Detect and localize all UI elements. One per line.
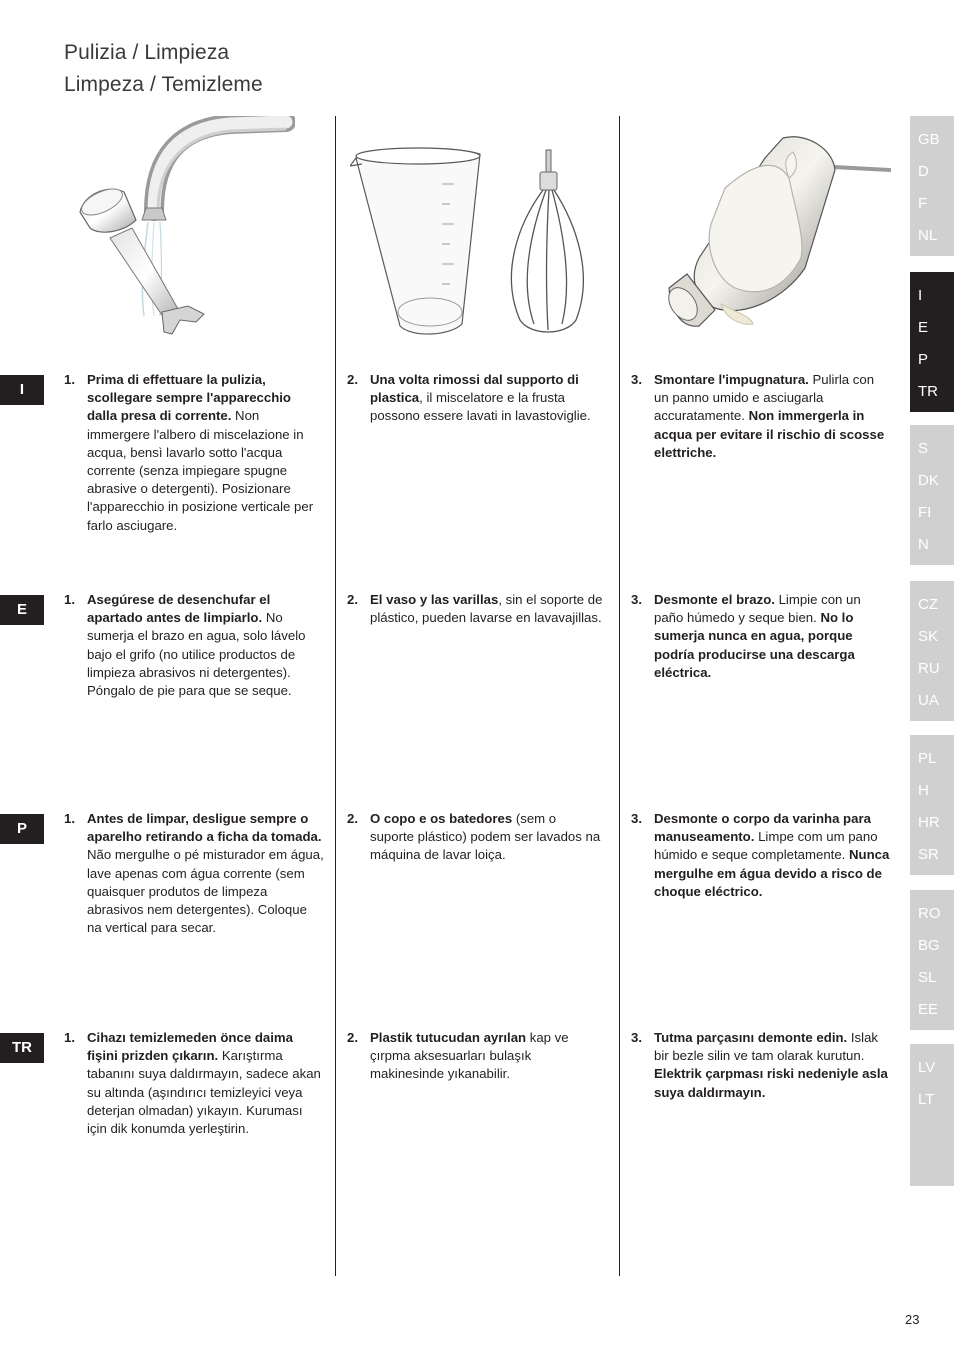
language-code-lt: LT (918, 1091, 935, 1108)
language-code-ee: EE (918, 1001, 939, 1018)
step-text (87, 810, 324, 937)
blender-under-tap-illustration (70, 116, 295, 346)
step-text-regular: (sem o suporte plástico) podem ser lavados na máquina de lavar loiça. (370, 811, 601, 863)
step-text-bold: Asegúrese de desenchufar el apartado antes de limpiarlo. (87, 592, 271, 626)
step-number: 1. (64, 372, 75, 387)
language-code-p: P (918, 351, 929, 368)
page-title-line-1: Pulizia / Limpieza (64, 41, 230, 64)
language-code-f: F (918, 195, 928, 212)
language-code-sl: SL (918, 969, 937, 986)
step-text-bold: Plastik tutucudan ayrılan (370, 1030, 527, 1045)
language-group (910, 735, 954, 875)
step-number: 1. (64, 1030, 75, 1045)
beaker-and-whisk-illustration (350, 144, 590, 340)
step-text-bold: Elektrik çarpması riski nedeniyle asla suya daldırmayın. (654, 1066, 888, 1100)
step-text-bold: No lo sumerja nunca en agua, porque podría producirse una descarga eléctrica. (654, 610, 855, 680)
language-code-gb: GB (918, 131, 940, 148)
language-code-s: S (918, 440, 929, 457)
language-code-ro: RO (918, 905, 941, 922)
language-code-ua: UA (918, 692, 939, 709)
language-tab-tr: TR (0, 1033, 44, 1063)
language-tab-p: P (0, 814, 44, 844)
step-number: 2. (347, 372, 358, 387)
step-text-regular: Karıştırma tabanını suya daldırmayın, sadece akan su altında (aşındırıcı temizleyici veya deterjan olmadan) yıkayın. Kuruması için dik konumda yerleştirin. (87, 1048, 321, 1137)
language-code-h: H (918, 782, 929, 799)
step-text (370, 371, 603, 426)
language-group (910, 1044, 954, 1186)
step-text (370, 810, 603, 865)
column-divider (619, 116, 620, 1276)
step-number: 1. (64, 811, 75, 826)
step-text-bold: Desmonte o corpo da varinha para manuseamento. (654, 811, 871, 845)
step-number: 2. (347, 811, 358, 826)
step-text-regular: No sumerja el brazo en agua, solo lávelo bajo el grifo (no utilice productos de limpieza abrasivos ni detergentes). Póngalo de pie para que se seque. (87, 610, 306, 699)
language-code-nl: NL (918, 227, 938, 244)
step-text (654, 1029, 891, 1102)
language-code-hr: HR (918, 814, 940, 831)
step-text-regular: Limpie con un paño húmedo y seque bien. (654, 592, 861, 626)
step-text-bold: Prima di effettuare la pulizia, scollegare sempre l'apparecchio dalla presa di corrente. (87, 372, 291, 424)
step-text (370, 1029, 603, 1084)
page-number: 23 (905, 1312, 920, 1327)
step-text-bold: Smontare l'impugnatura. (654, 372, 809, 387)
step-text (370, 591, 603, 627)
step-text-regular: Islak bir bezle silin ve tam olarak kurutun. (654, 1030, 878, 1064)
language-group (910, 890, 954, 1030)
language-code-i: I (918, 287, 923, 304)
column-divider (335, 116, 336, 1276)
step-text-bold: El vaso y las varillas (370, 592, 499, 607)
step-text-regular: Limpe com um pano húmido e seque completamente. (654, 829, 878, 863)
language-code-sk: SK (918, 628, 939, 645)
language-group (910, 425, 954, 565)
language-code-cz: CZ (918, 596, 938, 613)
step-text-regular: , il miscelatore e la frusta possono essere lavati in lavastoviglie. (370, 390, 591, 424)
step-text (87, 371, 324, 535)
language-tab-i: I (0, 375, 44, 405)
language-code-n: N (918, 536, 929, 553)
step-text-bold: Nunca mergulhe em água devido a risco de choque eléctrico. (654, 847, 890, 899)
language-code-fi: FI (918, 504, 932, 521)
language-code-dk: DK (918, 472, 939, 489)
step-text-bold: Cihazı temizlemeden önce daima fişini prizden çıkarın. (87, 1030, 293, 1064)
step-text-regular: , sin el soporte de plástico, pueden lavarse en lavavajillas. (370, 592, 603, 626)
step-number: 2. (347, 592, 358, 607)
step-number: 2. (347, 1030, 358, 1045)
language-code-lv: LV (918, 1059, 936, 1076)
step-number: 3. (631, 811, 642, 826)
step-number: 1. (64, 592, 75, 607)
step-text-bold: O copo e os batedores (370, 811, 513, 826)
step-text-regular: Pulirla con un panno umido e asciugarla accuratamente. (654, 372, 875, 424)
language-group (910, 116, 954, 256)
page-title-line-2: Limpeza / Temizleme (64, 73, 263, 96)
step-number: 3. (631, 372, 642, 387)
step-text-bold: Antes de limpar, desligue sempre o aparelho retirando a ficha da tomada. (87, 811, 322, 845)
step-number: 3. (631, 1030, 642, 1045)
step-text-bold: Tutma parçasını demonte edin. (654, 1030, 848, 1045)
step-text (654, 371, 891, 462)
step-text (87, 591, 324, 700)
language-code-e: E (918, 319, 929, 336)
step-number: 3. (631, 592, 642, 607)
language-code-pl: PL (918, 750, 937, 767)
step-text-regular: kap ve çırpma aksesuarları bulaşık makinesinde yıkanabilir. (370, 1030, 569, 1082)
step-text (654, 591, 891, 682)
language-code-d: D (918, 163, 929, 180)
language-code-tr: TR (918, 383, 938, 400)
step-text-bold: Desmonte el brazo. (654, 592, 775, 607)
step-text (87, 1029, 324, 1138)
step-text (654, 810, 891, 901)
step-text-regular: Não mergulhe o pé misturador em água, lave apenas com água corrente (sem quaisquer produtos de limpeza abrasivos nem detergentes). Coloque na vertical para secar. (87, 847, 324, 936)
language-group (910, 272, 954, 412)
language-code-bg: BG (918, 937, 940, 954)
language-code-sr: SR (918, 846, 939, 863)
language-code-ru: RU (918, 660, 940, 677)
language-group (910, 581, 954, 721)
step-text-bold: Non immergerla in acqua per evitare il rischio di scosse elettriche. (654, 408, 885, 460)
language-tab-e: E (0, 595, 44, 625)
step-text-regular: Non immergere l'albero di miscelazione in acqua, bensì lavarlo sotto l'acqua corrente (senza impiegare spugne abrasive o detergenti). Posizionare l'apparecchio in posizione verticale per farlo asciugare. (87, 408, 314, 533)
step-text-bold: Una volta rimossi dal supporto di plastica (370, 372, 579, 406)
cleaning-motor-unit-illustration (665, 128, 895, 333)
